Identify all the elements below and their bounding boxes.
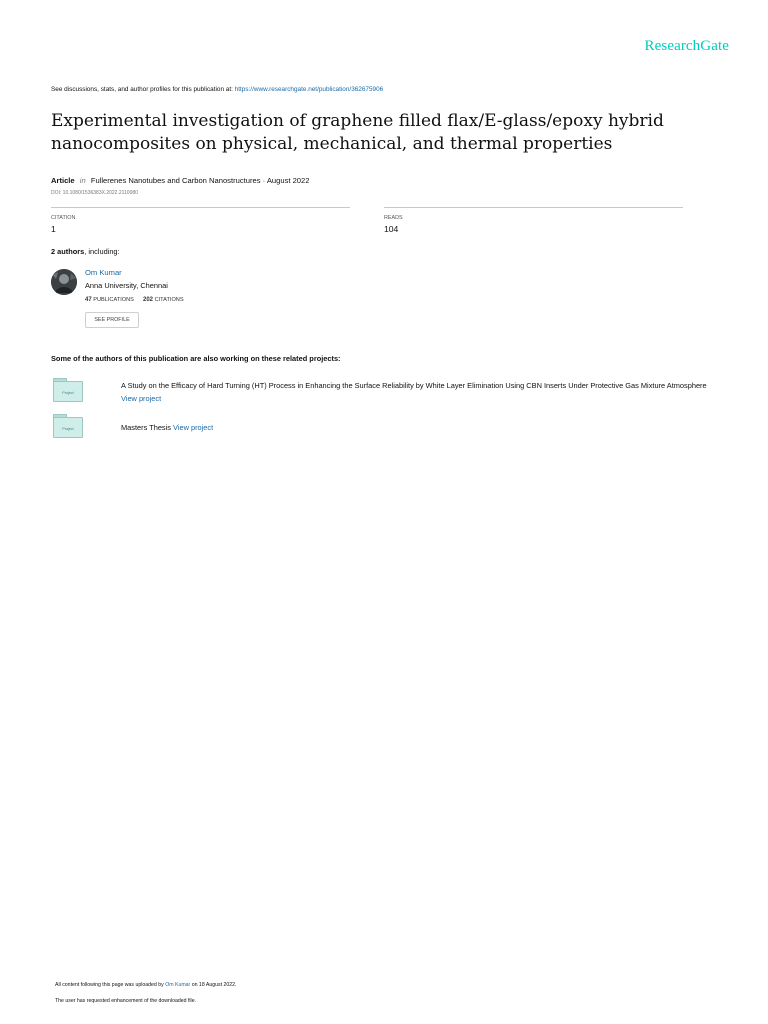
project-folder-icon[interactable] xyxy=(53,414,83,436)
avatar-photo-icon xyxy=(51,269,77,295)
citation-count: 1 xyxy=(51,224,56,234)
authors-count-suffix: , including: xyxy=(84,247,120,256)
view-project-link[interactable]: View project xyxy=(121,393,162,403)
author-citations-count: 202 xyxy=(143,297,154,303)
author-citations-label: CITATIONS xyxy=(154,297,184,303)
related-project-title: A Study on the Efficacy of Hard Turning (HT) Process in Enhancing the Surface Reliability by White Layer Elimination Using CBN Inserts Under Protective Gas Mixture Atmosphere xyxy=(121,381,707,390)
author-publications-count: 47 xyxy=(85,297,92,303)
authors-count: 2 authors xyxy=(51,247,85,256)
citation-stat xyxy=(51,207,350,234)
project-folder-icon[interactable] xyxy=(53,378,83,400)
authors-heading xyxy=(51,247,120,256)
disclaimer-prefix: See discussions, stats, and author profiles for this publication at: xyxy=(51,86,233,93)
author-stats xyxy=(85,297,184,303)
related-project-item xyxy=(121,422,711,435)
researchgate-logo[interactable]: ResearchGate xyxy=(644,38,729,54)
in-word: in xyxy=(79,176,86,185)
author-publications-label: PUBLICATIONS xyxy=(93,297,134,303)
publication-url-link[interactable]: https://www.researchgate.net/publication/362675906 xyxy=(234,86,384,93)
upload-prefix: All content following this page was uploaded by xyxy=(55,982,164,988)
journal-and-date: Fullerenes Nanotubes and Carbon Nanostructures · August 2022 xyxy=(90,176,310,185)
doi: DOI: 10.1080/1536383X.2022.2110080 xyxy=(51,190,138,196)
related-project-item xyxy=(121,380,711,405)
project-icon-label: Project xyxy=(62,427,74,432)
publication-meta xyxy=(51,176,309,185)
reads-label: READS xyxy=(384,215,403,221)
reads-count: 104 xyxy=(384,224,399,234)
author-name-link[interactable]: Om Kumar xyxy=(85,268,122,277)
author-institution: Anna University, Chennai xyxy=(85,281,168,290)
author-avatar[interactable] xyxy=(51,269,77,295)
publication-title: Experimental investigation of graphene filled flax/E-glass/epoxy hybrid nanocomposites on physical, mechanical, and thermal properties xyxy=(51,111,664,154)
upload-suffix: on 18 August 2022. xyxy=(191,982,237,988)
project-icon-label: Project xyxy=(62,391,74,396)
disclaimer-line xyxy=(51,86,383,93)
related-projects-heading: Some of the authors of this publication are also working on these related projects: xyxy=(51,354,341,363)
see-profile-button[interactable]: SEE PROFILE xyxy=(85,312,139,328)
enhancement-note: The user has requested enhancement of the downloaded file. xyxy=(55,998,197,1004)
related-project-title: Masters Thesis xyxy=(121,423,171,432)
citation-label: CITATION xyxy=(51,215,76,221)
view-project-link[interactable]: View project xyxy=(173,423,214,432)
uploader-link[interactable]: Om Kumar xyxy=(165,982,191,988)
upload-note xyxy=(55,982,236,988)
publication-type: Article xyxy=(51,176,75,185)
reads-stat xyxy=(384,207,683,234)
